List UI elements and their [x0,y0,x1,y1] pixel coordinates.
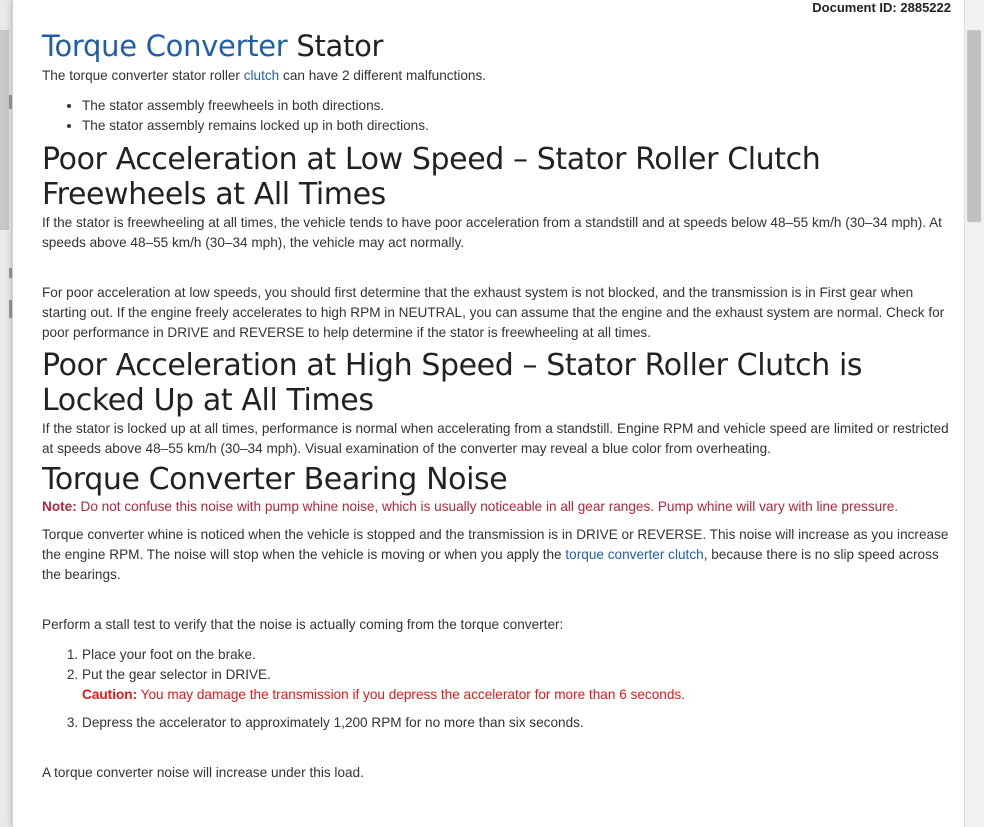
step-item [82,665,954,705]
step-item: 3. Depress the accelerator to approximately 1,200 RPM for no more than six seconds. [82,713,954,733]
caution-label: Caution: [82,687,138,702]
note-paragraph [42,497,954,517]
stall-test-intro: Perform a stall test to verify that the noise is actually coming from the torque converter: [42,617,564,632]
caution-text: You may damage the transmission if you depress the accelerator for more than 6 seconds. [137,687,685,702]
note-label: Note: [42,499,77,514]
document-content [42,28,954,783]
note-text: Do not confuse this noise with pump whine noise, which is usually noticeable in all gear ranges. Pump whine will vary with line pressure. [76,499,899,514]
scrollbar-thumb[interactable] [967,30,981,222]
list-item: • The stator assembly remains locked up in both directions. [82,116,954,136]
closing-paragraph: A torque converter noise will increase under this load. [42,765,364,780]
document-id: Document ID: 2885222 [812,0,951,15]
low-speed-paragraph-2: For poor acceleration at low speeds, you should first determine that the exhaust system is not blocked, and the transmission is in First gear when starting out. If the engine freely accelerates to high RPM in NEUTRAL, you can assume that the engine and the exhaust system are normal. Check for poor performance in DRIVE and REVERSE to help determine if the stator is freewheeling at all times. [42,285,945,340]
malfunction-list [42,96,954,136]
torque-converter-clutch-link[interactable]: torque converter clutch [565,547,704,562]
page-title [42,28,954,64]
bearing-noise-text-end: , because there is no slip speed across the bearings. [42,547,939,582]
section-heading-bearing-noise: Torque Converter Bearing Noise [42,462,508,497]
step-item: 1. Place your foot on the brake. [82,645,954,665]
section-heading-low-speed: Poor Acceleration at Low Speed – Stator Roller Clutch Freewheels at All Times [42,142,821,212]
intro-text: The torque converter stator roller [42,68,244,83]
stall-test-steps [42,645,954,733]
list-item: • The stator assembly freewheels in both directions. [82,96,954,116]
left-scrollbar[interactable] [0,30,9,230]
title-highlight: Torque Converter [42,29,288,63]
bearing-noise-paragraph [42,525,954,585]
bearing-noise-text: Torque converter whine is noticed when the vehicle is stopped and the transmission is in DRIVE or REVERSE. This noise will increase as you increase the engine RPM. The noise will stop when the vehicle is moving or when you apply the [42,527,949,562]
low-speed-paragraph-1: If the stator is freewheeling at all times, the vehicle tends to have poor acceleration from a standstill and at speeds below 48–55 km/h (30–34 mph). At speeds above 48–55 km/h (30–34 mph), the vehicle may act normally. [42,215,942,250]
caution-message [82,685,954,705]
section-heading-high-speed: Poor Acceleration at High Speed – Stator Roller Clutch is Locked Up at All Times [42,348,863,418]
high-speed-paragraph: If the stator is locked up at all times, performance is normal when accelerating from a standstill. Engine RPM and vehicle speed are limited or restricted at speeds above 48–55 km/h (30–34 mph). Visual examination of the converter may reveal a blue color from overheating. [42,421,949,456]
step-text: Put the gear selector in DRIVE. [82,667,271,682]
intro-paragraph [42,66,954,86]
title-rest: Stator [287,29,384,63]
intro-text-end: can have 2 different malfunctions. [279,68,487,83]
clutch-link[interactable]: clutch [243,68,280,83]
